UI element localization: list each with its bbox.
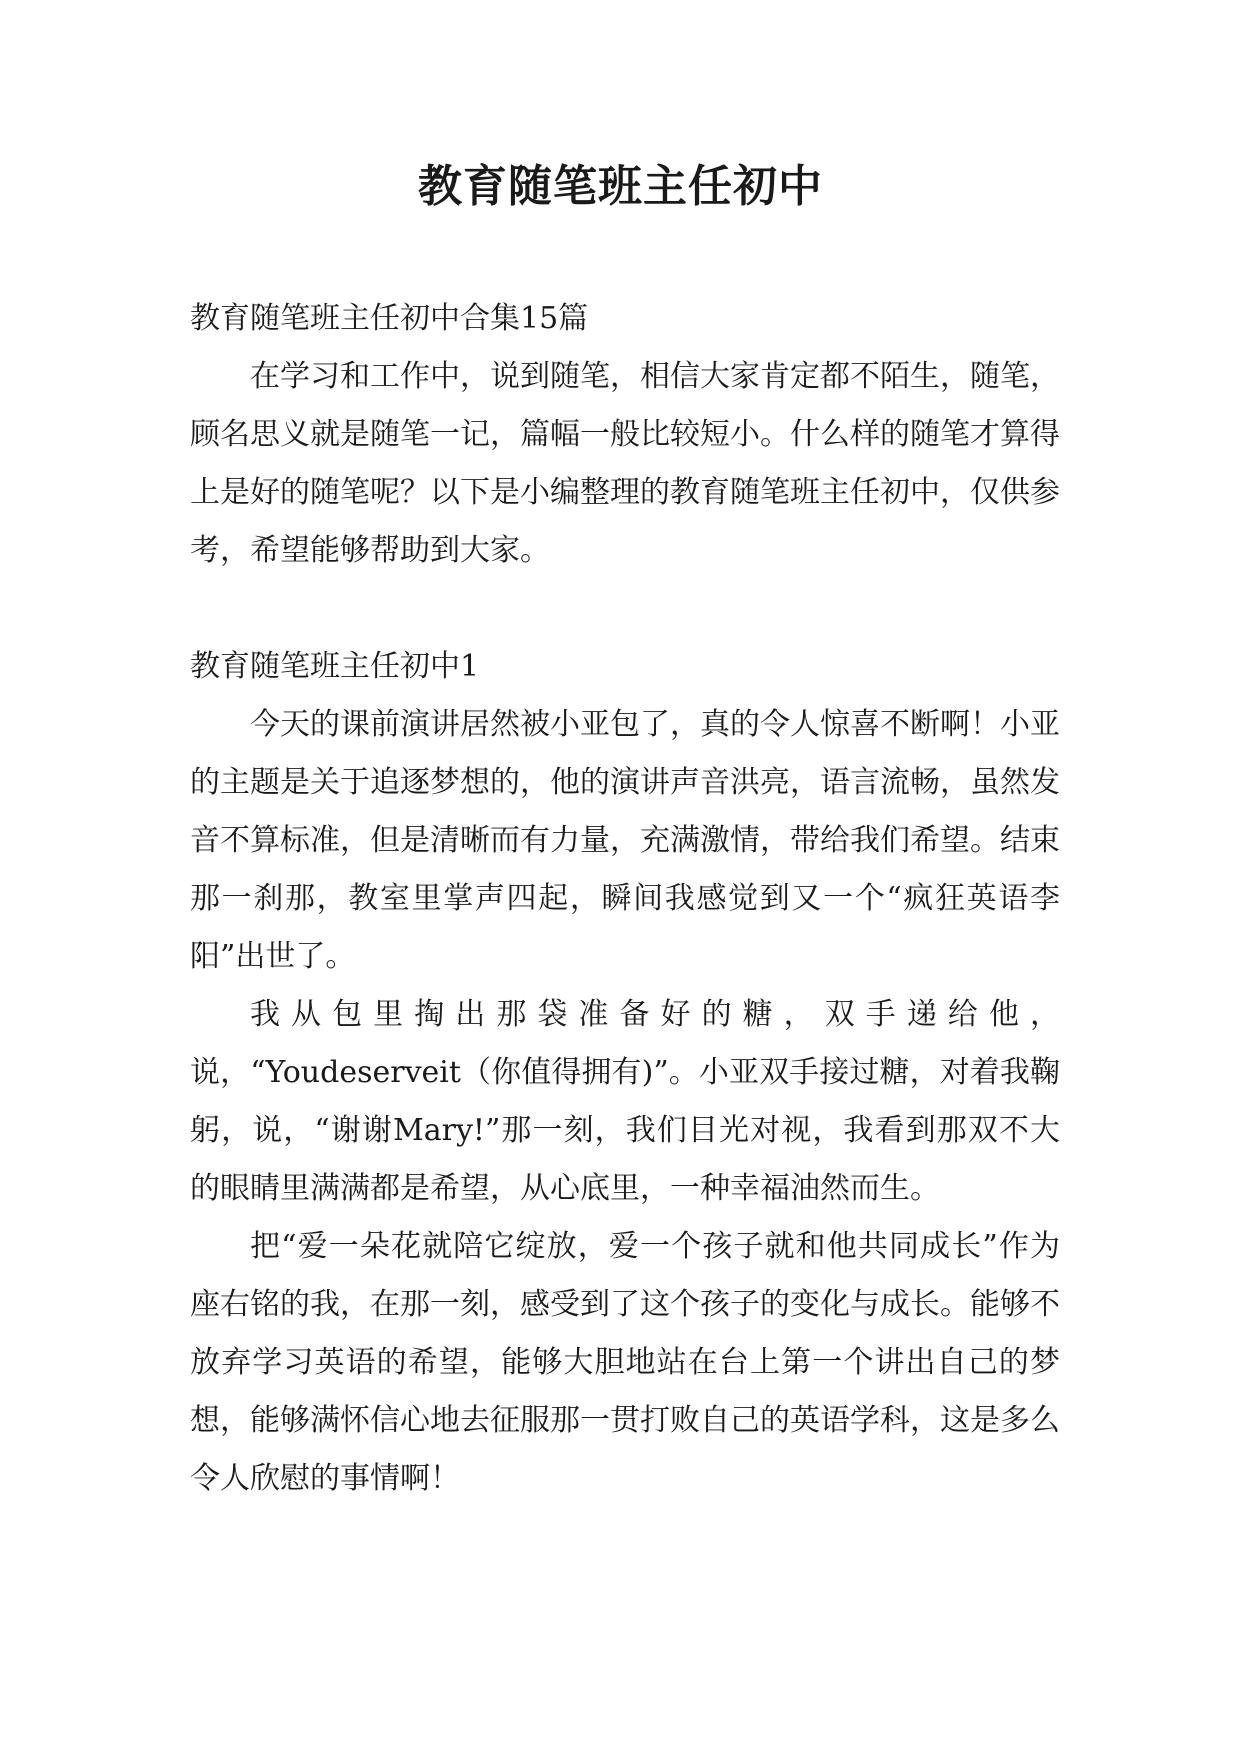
body-paragraph: 把“爱一朵花就陪它绽放，爱一个孩子就和他共同成长”作为座右铭的我，在那一刻，感受到了这个孩子的变化与成长。能够不放弃学习英语的希望，能够大胆地站在台上第一个讲出自己的梦想，能够满怀信心地去征服那一贯打败自己的英语学科，这是多么令人欣慰的事情啊！ <box>190 1229 1060 1496</box>
body-paragraph: 我从包里掏出那袋准备好的糖，双手递给他，说，“Youdeserveit（你值得拥有)”。小亚双手接过糖，对着我鞠躬，说，“谢谢Mary!”那一刻，我们目光对视，我看到那双不大的眼睛里满满都是希望，从心底里，一种幸福油然而生。 <box>190 997 1060 1206</box>
body-paragraph: 今天的课前演讲居然被小亚包了，真的令人惊喜不断啊！小亚的主题是关于追逐梦想的，他的演讲声音洪亮，语言流畅，虽然发音不算标准，但是清晰而有力量，充满激情，带给我们希望。结束那一刹那，教室里掌声四起，瞬间我感觉到又一个“疯狂英语李阳”出世了。 <box>190 707 1060 974</box>
document-title: 教育随笔班主任初中 <box>418 161 823 212</box>
section-spacer <box>190 580 1060 638</box>
collection-heading: 教育随笔班主任初中合集15篇 <box>190 301 589 336</box>
document-body <box>190 290 1060 1508</box>
intro-paragraph: 在学习和工作中，说到随笔，相信大家肯定都不陌生，随笔，顾名思义就是随笔一记，篇幅一般比较短小。什么样的随笔才算得上是好的随笔呢？以下是小编整理的教育随笔班主任初中，仅供参考，希望能够帮助到大家。 <box>190 359 1060 568</box>
section-heading: 教育随笔班主任初中1 <box>190 649 480 684</box>
